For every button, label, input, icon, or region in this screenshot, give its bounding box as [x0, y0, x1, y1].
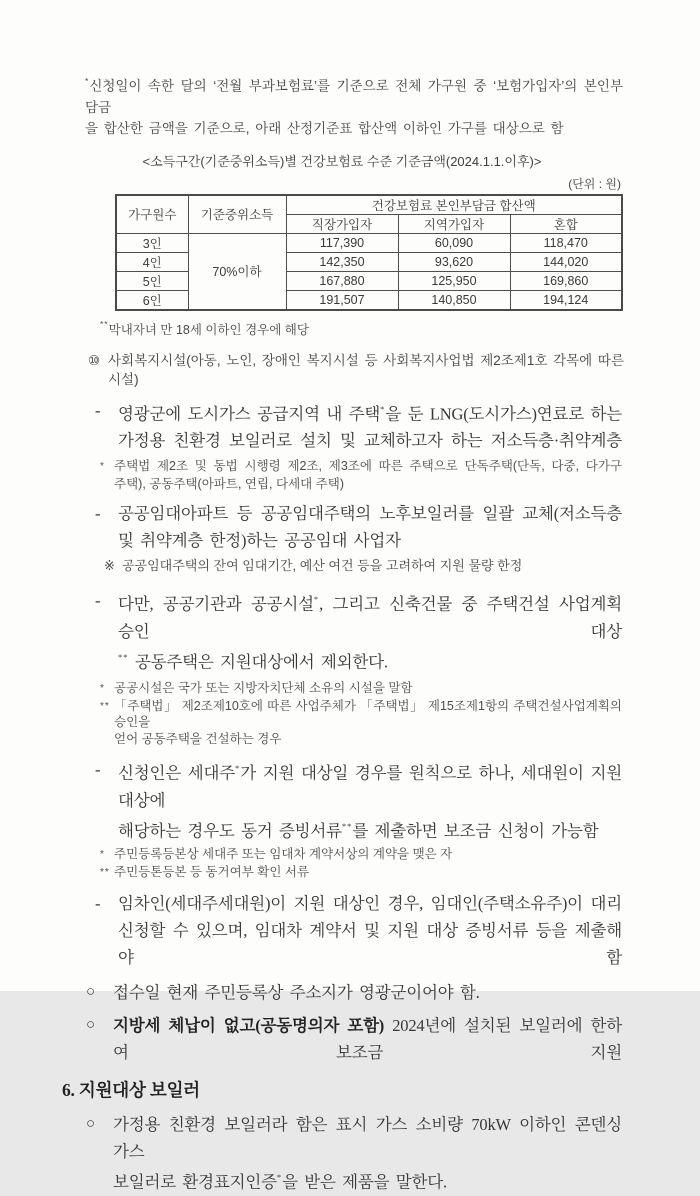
text-segment: 2024년에 설치된 보일러에 한하여 보조금 지원 [113, 1016, 623, 1062]
public-rental-item [95, 500, 622, 554]
item-body [118, 756, 622, 844]
footnote-line [100, 864, 622, 882]
item-line: 가정용 친환경 보일러라 함은 표시 가스 소비량 70kW 이하인 콘덴싱 가스 [113, 1115, 622, 1161]
item-line: 공공임대아파트 등 공공임대주택의 노후보일러를 일괄 교체(저소득층 [118, 504, 622, 523]
dash-bullet: - [95, 400, 101, 420]
text-segment: 영광군에 도시가스 공급지역 내 주택 [118, 404, 381, 423]
cell-workplace: 142,350 [286, 252, 398, 271]
footnote-line [100, 698, 622, 731]
insurance-fee-table [115, 194, 623, 311]
footnote-marker: ** [118, 651, 129, 662]
footnote-text: 주민등록등본상 세대주 또는 임대차 계약서상의 계약을 맺은 자 [114, 847, 453, 861]
intro-line-1 [85, 72, 623, 118]
table-row [116, 233, 622, 252]
social-welfare-item [88, 351, 624, 389]
item-line [118, 397, 622, 428]
housing-act-footnote [100, 458, 622, 492]
circle-bullet: ○ [86, 984, 95, 1000]
text-segment: 신청일이 속한 달의 ‘전월 부과보험료’를 기준으로 전체 가구원 중 ‘보험가입자’의 본인부담금 [85, 78, 623, 115]
footnote-line [100, 846, 622, 864]
text-segment: 공동주택은 지원대상에서 제외한다. [134, 652, 388, 671]
tax-requirement-item [86, 1012, 622, 1066]
text-segment: 를 제출하면 보조금 신청이 가능함 [352, 821, 599, 840]
item-line: 신청할 수 있으며, 임대차 계약서 및 지원 대상 증빙서류 등을 제출해야 함 [118, 921, 622, 967]
cell-regional: 125,950 [398, 271, 510, 290]
intro-line-2: 을 합산한 금액을 기준으로, 아래 산정기준표 합산액 이하인 가구를 대상으로 함 [85, 120, 564, 136]
reference-mark: ※ [104, 558, 115, 573]
item-line: 및 취약계층 한정)하는 공공임대 사업자 [118, 531, 401, 550]
footnote-marker: * [380, 403, 386, 414]
item-text: 사회복지시설(아동, 노인, 장애인 복지시설 등 사회복지사업법 제2조제1호 각목에 따른 시설) [108, 352, 624, 387]
tenant-item [95, 890, 622, 971]
table-header-row [116, 195, 622, 215]
text-segment: 다만, 공공기관과 공공시설 [118, 594, 314, 614]
boiler-definition-item [86, 1111, 622, 1196]
section-6-title: 6. 지원대상 보일러 [62, 1080, 201, 1100]
footnote-text: 공공시설은 국가 또는 지방자치단체 소유의 시설을 말함 [114, 681, 413, 695]
text-segment: 해당하는 경우도 동거 증빙서류 [118, 821, 342, 840]
footnote-line [100, 680, 622, 698]
footnote-marker: ** [100, 319, 109, 330]
item-line [118, 756, 622, 814]
cell-mixed: 118,470 [510, 233, 622, 252]
footnote-marker: ** [100, 700, 110, 712]
public-facility-footnote [100, 680, 622, 747]
footnote-marker: * [100, 461, 105, 472]
header-regional-subscriber: 지역가입자 [398, 214, 510, 233]
cell-mixed: 169,860 [510, 271, 622, 290]
footnote-marker: ** [341, 820, 353, 831]
footnote-marker: * [85, 76, 90, 86]
item-line: 임차인(세대주세대원)이 지원 대상인 경우, 임대인(주택소유주)이 대리 [118, 894, 622, 913]
footnote-marker: * [100, 683, 105, 694]
dash-bullet: - [95, 504, 101, 523]
item-line: 가정용 친환경 보일러로 설치 및 교체하고자 하는 저소득층·취약계층 [118, 431, 622, 450]
footnote-marker: * [234, 763, 241, 773]
text-segment: 보일러로 환경표지인증 [113, 1172, 277, 1192]
note-text: 공공임대주택의 잔여 임대기간, 예산 여건 등을 고려하여 지원 물량 한정 [122, 558, 523, 573]
footnote-line: 주택), 공동주택(아파트, 연립, 다세대 주택) [114, 476, 344, 491]
footnote-text: 주택법 제2조 및 동법 시행령 제2조, 제3조에 따른 주택으로 단독주택(단독, 다중, 다가구 [114, 459, 622, 473]
header-household: 가구원수 [116, 195, 188, 234]
header-mixed: 혼합 [510, 214, 622, 233]
item-body: 접수일 현재 주민등록상 주소지가 영광군이어야 함. [113, 983, 480, 1002]
table-caption: <소득구간(기준중위소득)별 건강보험료 수준 기준금액(2024.1.1.이후)> [142, 153, 542, 169]
dash-bullet: - [95, 760, 101, 779]
header-group: 건강보험료 본인부담금 합산액 [286, 195, 622, 215]
intro-note [85, 72, 623, 139]
cell-regional: 93,620 [398, 252, 510, 271]
cell-regional: 60,090 [398, 233, 510, 252]
applicant-item [95, 756, 622, 844]
item-body [118, 890, 622, 971]
exclusion-item [95, 587, 622, 675]
address-requirement-item [86, 979, 622, 1006]
cell-household: 3인 [116, 233, 188, 252]
header-income: 기준중위소득 [188, 195, 286, 234]
footnote-text: 주민등톤등본 등 동거여부 확인 서류 [114, 864, 310, 879]
cell-regional: 140,850 [398, 290, 510, 310]
item-line [113, 1012, 622, 1066]
text-segment: 신청인은 세대주 [118, 763, 235, 783]
item-body [118, 397, 622, 455]
text-segment: , 그리고 신축건물 중 주택건설 사업계획 승인 대상 [118, 594, 623, 641]
bold-text: 지방세 체납이 없고(공동명의자 포함) [113, 1016, 385, 1035]
table-footnote [100, 320, 622, 338]
footnote-marker: * [313, 594, 320, 604]
circle-bullet: ○ [86, 1116, 95, 1132]
unit-label: (단위 : 원) [568, 176, 621, 191]
circle-bullet: ○ [86, 1017, 95, 1033]
footnote-marker: * [100, 849, 105, 860]
footnote-text: 「주택법」 제2조제10호에 따른 사업주체가 「주택법」 제15조제1항의 주택건설사업계획의 승인을 [114, 698, 622, 729]
rental-note [104, 557, 620, 574]
cell-workplace: 167,880 [286, 271, 398, 290]
text-segment: 을 둔 LNG(도시가스)연료로 하는 [385, 404, 622, 423]
text-segment: 가 지원 대상일 경우를 원칙으로 하나, 세대원이 지원 대상에 [118, 763, 623, 810]
item-body [118, 500, 622, 554]
item-body [118, 587, 622, 675]
item-line [118, 814, 622, 845]
footnote-marker: * [276, 1172, 283, 1182]
cell-household: 6인 [116, 290, 188, 310]
item-line [118, 587, 622, 645]
item-body [113, 1012, 622, 1066]
dash-bullet: - [95, 894, 101, 913]
text-segment: 막내자녀 만 18세 이하인 경우에 해당 [108, 322, 309, 337]
cell-mixed: 144,020 [510, 252, 622, 271]
text-segment: 을 받은 제품을 말한다. [282, 1172, 447, 1192]
circled-number: ⑩ [88, 352, 101, 368]
footnote-marker: ** [100, 866, 110, 878]
item-line [113, 1165, 622, 1196]
cell-workplace: 191,507 [286, 290, 398, 310]
resident-register-footnote [100, 846, 622, 881]
item-body [113, 1111, 622, 1196]
lng-boiler-item [95, 397, 622, 455]
header-workplace-subscriber: 직장가입자 [286, 214, 398, 233]
cell-mixed: 194,124 [510, 290, 622, 310]
footnote-line [100, 458, 622, 476]
cell-workplace: 117,390 [286, 233, 398, 252]
cell-household: 5인 [116, 271, 188, 290]
item-line [118, 645, 622, 676]
dash-bullet: - [95, 591, 101, 610]
footnote-line: 얻어 공동주택을 건설하는 경우 [114, 731, 282, 746]
income-value-cell: 70%이하 [188, 233, 286, 310]
cell-household: 4인 [116, 252, 188, 271]
